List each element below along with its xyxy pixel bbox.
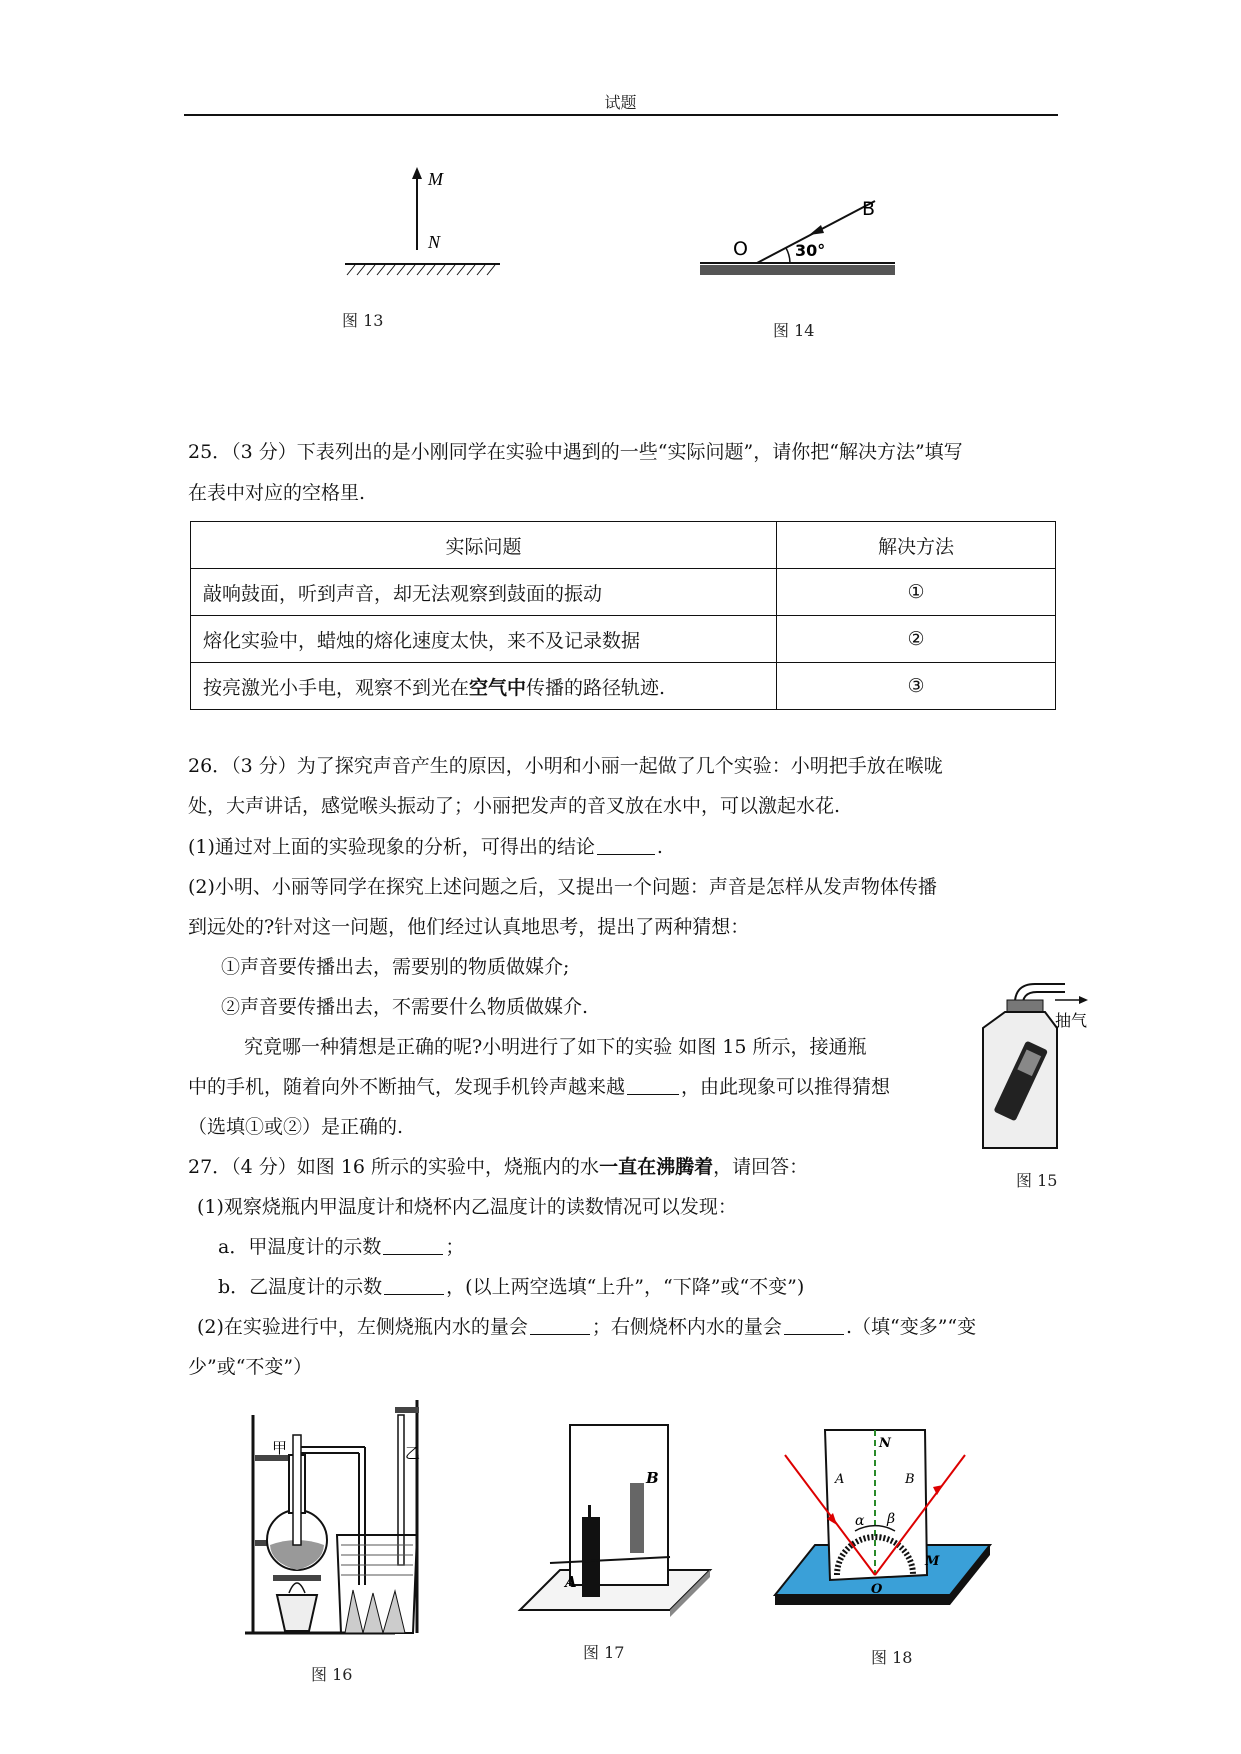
table-cell-answer: ③ [777,663,1056,710]
caption-fig13: 图 13 [342,311,384,330]
q25-line2: 在表中对应的空格里. [188,482,366,504]
q27-line6: 少”或“不变”） [188,1356,313,1378]
caption-fig16: 图 16 [311,1665,353,1684]
figure-14 [695,195,910,285]
figure-15 [975,970,1095,1150]
figure-13 [345,165,505,285]
label-b: B [862,198,876,220]
answer-blank[interactable] [530,1316,590,1335]
q26-guess1: ①声音要传播出去，需要别的物质做媒介; [221,956,570,978]
label-o: O [733,238,748,260]
q26-line2: 处，大声讲话，感觉喉头振动了；小丽把发声的音叉放在水中，可以激起水花. [188,795,841,817]
table-header-row [191,522,1056,569]
q26-line5: 到远处的?针对这一问题，他们经过认真地思考，提出了两种猜想： [188,916,750,938]
table-cell-problem: 敲响鼓面，听到声音，却无法观察到鼓面的振动 [191,569,777,616]
q26-guess2: ②声音要传播出去，不需要什么物质做媒介. [221,996,589,1018]
label-yi: 乙 [405,1444,421,1462]
q26-line3: (1)通过对上面的实验现象的分析，可得出的结论 . [188,836,663,858]
label-jia: 甲 [272,1439,288,1457]
table-row [191,616,1056,663]
label-o: O [871,1582,883,1597]
table-cell-answer: ② [777,616,1056,663]
q27-line5: (2)在实验进行中，左侧烧瓶内水的量会 ；右侧烧杯内水的量会 .（填“变多”“变 [197,1316,977,1338]
label-pump: 抽气 [1055,1011,1088,1030]
table-header: 解决方法 [777,522,1056,569]
q27-line3: a．甲温度计的示数 ； [218,1236,465,1258]
table-row [191,569,1056,616]
q27-line1: 27．（4 分）如图 16 所示的实验中，烧瓶内的水一直在沸腾着，请回答： [188,1156,809,1178]
table-row [191,663,1056,710]
q27-line4: b．乙温度计的示数 ，(以上两空选填“上升”，“下降”或“不变”) [218,1276,805,1298]
table-cell-problem: 按亮激光小手电，观察不到光在空气中传播的路径轨迹. [191,663,777,710]
table-cell-problem: 熔化实验中，蜡烛的熔化速度太快，来不及记录数据 [191,616,777,663]
q26-line4: (2)小明、小丽等同学在探究上述问题之后，又提出一个问题：声音是怎样从发声物体传播 [188,876,937,898]
caption-fig17: 图 17 [583,1643,625,1662]
label-beta: β [887,1511,896,1527]
page-header: 试题 [604,93,637,112]
label-n: N [428,232,441,252]
answer-blank[interactable] [784,1316,844,1335]
label-b: B [905,1472,915,1487]
label-n: N [879,1436,891,1451]
label-a: A [565,1573,577,1591]
q27-line2: (1)观察烧瓶内甲温度计和烧杯内乙温度计的读数情况可以发现： [197,1196,737,1218]
header-rule [184,114,1058,116]
answer-blank[interactable] [597,836,655,855]
caption-fig14: 图 14 [773,321,815,340]
answer-blank[interactable] [627,1076,679,1095]
q25-line1: 25．（3 分）下表列出的是小刚同学在实验中遇到的一些“实际问题”，请你把“解决方法”填写 [188,441,963,463]
table-cell-answer: ① [777,569,1056,616]
figure-17 [520,1425,710,1615]
q26-line1: 26．（3 分）为了探究声音产生的原因，小明和小丽一起做了几个实验：小明把手放在喉咙 [188,755,943,777]
caption-fig18: 图 18 [871,1648,913,1667]
label-a: A [835,1472,845,1487]
label-m: M [925,1554,940,1569]
label-m: M [428,169,443,189]
answer-blank[interactable] [383,1236,443,1255]
q26-line8: 究竟哪一种猜想是正确的呢?小明进行了如下的实验 如图 15 所示，接通瓶 [244,1036,867,1058]
figure-18 [775,1415,990,1615]
label-angle: 30° [795,241,826,260]
caption-fig15: 图 15 [1016,1171,1058,1190]
label-b: B [646,1469,659,1487]
q25-table [190,521,1056,710]
q26-line9: 中的手机，随着向外不断抽气，发现手机铃声越来越 ，由此现象可以推得猜想 [188,1076,891,1098]
answer-blank[interactable] [384,1276,444,1295]
table-header: 实际问题 [191,522,777,569]
label-alpha: α [855,1513,865,1529]
figure-16 [245,1395,445,1635]
q26-line10: （选填①或②）是正确的. [188,1116,404,1138]
